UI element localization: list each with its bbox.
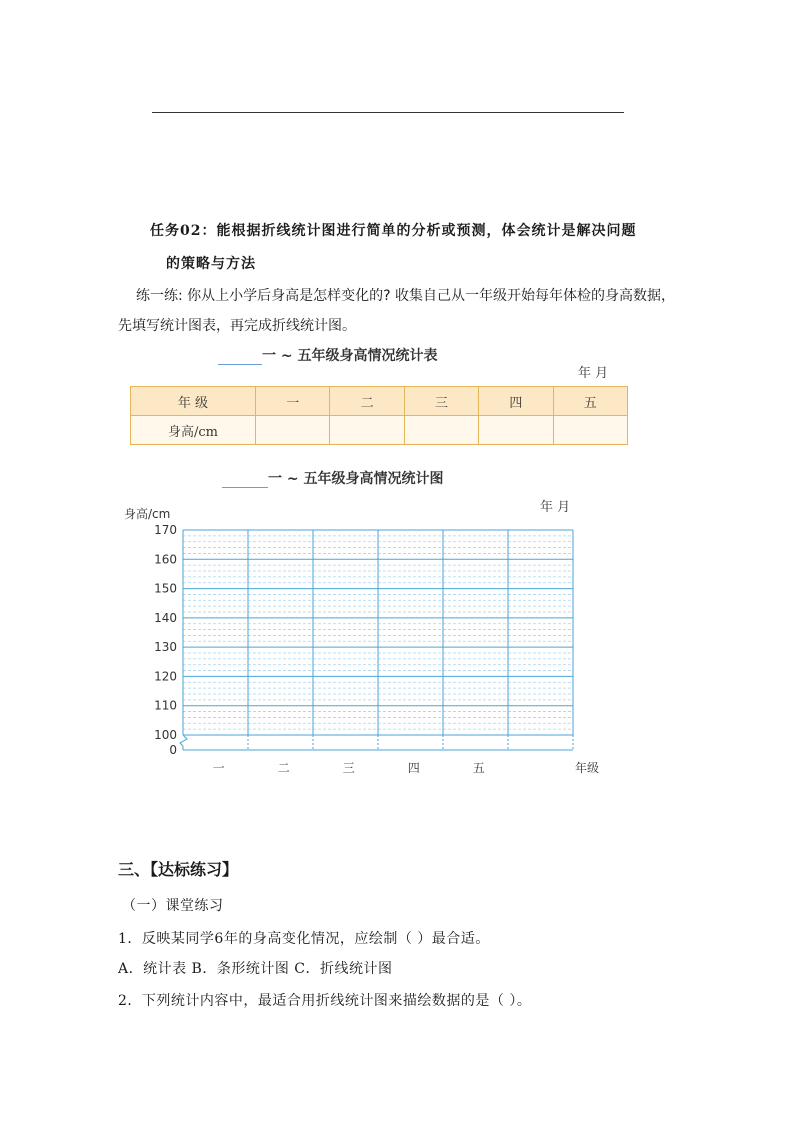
table-year-month: 年 月: [578, 366, 609, 381]
header-grade-1: 一: [256, 387, 330, 416]
x-category-label: 二: [277, 761, 290, 775]
year-blank[interactable]: [218, 348, 262, 365]
question-2: 2．下列统计内容中，最适合用折线统计图来描绘数据的是（ ）。: [118, 993, 532, 1009]
height-line-chart: [110, 500, 610, 790]
header-grade-5: 五: [553, 387, 627, 416]
section3-title: 三、【达标练习】: [118, 860, 239, 879]
chart-year-month: 年 月: [540, 500, 571, 515]
y-tick-label: 120: [154, 669, 177, 684]
task-title-line1: 任务02：能根据折线统计图进行简单的分析或预测，体会统计是解决问题: [150, 223, 637, 239]
x-category-label: 五: [472, 761, 485, 775]
table-caption-text: 一 ~ 五年级身高情况统计表: [262, 348, 438, 364]
height-stat-table: [130, 386, 628, 445]
y-tick-label: 0: [169, 743, 177, 757]
chart-caption: [222, 468, 443, 488]
practice-line2: 先填写统计图表，再完成折线统计图。: [118, 318, 356, 334]
height-cell-2[interactable]: [330, 416, 404, 445]
y-tick-label: 150: [154, 581, 177, 596]
x-category-label: 三: [342, 761, 355, 775]
section3-subtitle: （一）课堂练习: [122, 898, 224, 914]
x-axis-label: 年级: [574, 761, 600, 775]
task-title-line2: 的策略与方法: [166, 256, 256, 272]
axis-break-mark: [180, 735, 187, 746]
y-tick-label: 160: [154, 552, 177, 567]
header-grade-2: 二: [330, 387, 404, 416]
header-grade-3: 三: [404, 387, 478, 416]
y-tick-label: 110: [154, 698, 177, 713]
x-category-label: 四: [407, 761, 420, 775]
y-tick-label: 130: [154, 640, 177, 655]
y-tick-label: 140: [154, 610, 177, 625]
height-cell-4[interactable]: [479, 416, 553, 445]
height-cell-3[interactable]: [404, 416, 478, 445]
y-tick-label: 170: [154, 523, 177, 537]
x-category-label: 一: [212, 761, 225, 775]
header-grade-label: 年 级: [131, 387, 256, 416]
chart-title: 一 ~ 五年级身高情况统计图: [268, 471, 444, 487]
y-tick-label: 100: [154, 728, 177, 742]
table-header-row: [131, 387, 628, 416]
question-1-options: A．统计表 B．条形统计图 C．折线统计图: [118, 961, 393, 977]
table-height-row: [131, 416, 628, 445]
question-1: 1．反映某同学6年的身高变化情况，应绘制（ ）最合适。: [118, 931, 490, 947]
answer-line: [152, 112, 624, 113]
height-cell-1[interactable]: [256, 416, 330, 445]
table-caption: [218, 345, 437, 365]
y-axis-label: 身高/cm: [124, 507, 171, 521]
height-cell-5[interactable]: [553, 416, 627, 445]
chart-year-blank[interactable]: [222, 471, 268, 488]
header-grade-4: 四: [479, 387, 553, 416]
row-height-label: 身高/cm: [131, 416, 256, 445]
practice-line1: 练一练: 你从上小学后身高是怎样变化的? 收集自己从一年级开始每年体检的身高数据，: [136, 288, 676, 304]
